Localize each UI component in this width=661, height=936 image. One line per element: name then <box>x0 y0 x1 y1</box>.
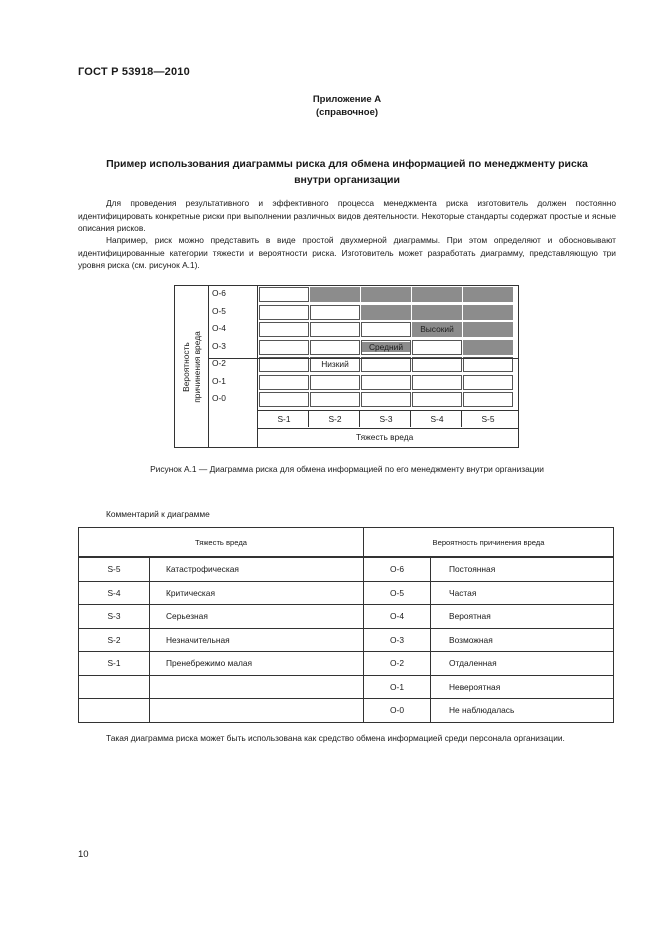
risk-cell <box>310 375 360 390</box>
table-cell-s-name: Критическая <box>150 581 364 605</box>
comment-title: Комментарий к диаграмме <box>106 509 210 519</box>
table-header-row <box>79 528 614 558</box>
table-row <box>79 675 614 699</box>
risk-cell <box>361 375 411 390</box>
row-label: О-3 <box>212 340 226 351</box>
table-cell-o-code: О-6 <box>364 557 431 581</box>
table-cell-s-code: S-5 <box>79 557 150 581</box>
table-cell-s-name: Катастрофическая <box>150 557 364 581</box>
table-cell-s-name: Серьезная <box>150 605 364 629</box>
paragraph-1 <box>78 197 616 235</box>
risk-cell <box>463 375 513 390</box>
risk-cell <box>361 392 411 407</box>
table-cell-o-name: Не наблюдалась <box>431 699 614 723</box>
column-label: S-4 <box>430 414 444 424</box>
table-cell-o-name: Вероятная <box>431 605 614 629</box>
risk-cell <box>412 357 462 372</box>
risk-cell <box>412 305 462 320</box>
row-label: О-0 <box>212 393 226 403</box>
risk-cell <box>310 340 360 355</box>
row-label: О-2 <box>212 358 226 368</box>
risk-cell <box>310 305 360 320</box>
page-number: 10 <box>78 849 89 860</box>
table-cell-o-name: Отдаленная <box>431 652 614 676</box>
risk-level-label: Низкий <box>321 359 349 369</box>
column-label: S-2 <box>328 414 342 424</box>
x-axis-label: Тяжесть вреда <box>356 432 414 442</box>
y-axis-label <box>175 286 208 447</box>
risk-cell <box>259 375 309 390</box>
paragraph-3 <box>78 732 616 745</box>
risk-cell <box>259 305 309 320</box>
table-cell-o-name: Возможная <box>431 628 614 652</box>
y-axis-label-line2: причинения вреда <box>191 330 202 403</box>
table-row <box>79 652 614 676</box>
table-cell-s-name: Пренебрежимо малая <box>150 652 364 676</box>
appendix-note: (справочное) <box>315 107 379 118</box>
risk-cell <box>310 322 360 337</box>
risk-cell <box>259 287 309 302</box>
risk-cell <box>412 287 462 302</box>
table-cell-s-name: Незначительная <box>150 628 364 652</box>
risk-cell <box>463 340 513 355</box>
column-label: S-3 <box>379 414 393 424</box>
risk-cell <box>259 357 309 372</box>
table-cell-o-code: О-0 <box>364 699 431 723</box>
table-row <box>79 581 614 605</box>
risk-cell <box>463 357 513 372</box>
standard-number: ГОСТ Р 53918—2010 <box>78 66 190 78</box>
table-cell-o-code: О-2 <box>364 652 431 676</box>
risk-level-label: Средний <box>362 342 410 352</box>
header-severity: Тяжесть вреда <box>79 528 364 558</box>
risk-cell <box>361 340 411 355</box>
row-label: О-1 <box>212 375 226 386</box>
column-label: S-5 <box>481 414 495 424</box>
table-cell-o-name: Частая <box>431 581 614 605</box>
table-cell-o-code: О-1 <box>364 675 431 699</box>
table-row <box>79 699 614 723</box>
table-row <box>79 605 614 629</box>
risk-grid <box>258 286 518 407</box>
risk-cell <box>412 392 462 407</box>
table-cell-s-name <box>150 699 364 723</box>
row-label: О-4 <box>212 323 226 333</box>
table-cell-s-code <box>79 675 150 699</box>
section-title <box>78 156 616 188</box>
risk-cell <box>361 305 411 320</box>
row-label: О-6 <box>212 288 226 298</box>
paragraph-1-text: Для проведения результативного и эффективного процесса менеджмента риска изготовитель должен постоянно идентифицировать конкретные риски при выполнении различных видов деятельности. Некоторые стандарты содержат простые и ясные описания рисков. <box>78 198 616 233</box>
table-cell-o-code: О-4 <box>364 605 431 629</box>
table-cell-s-code: S-4 <box>79 581 150 605</box>
table-row <box>79 557 614 581</box>
section-title-line1: Пример использования диаграммы риска для обмена информацией по менеджменту риска <box>106 158 588 170</box>
risk-cell <box>463 392 513 407</box>
table-cell-s-code: S-1 <box>79 652 150 676</box>
paragraph-2 <box>78 234 616 272</box>
risk-cell <box>463 305 513 320</box>
paragraph-2-text: Например, риск можно представить в виде простой двухмерной диаграммы. При этом определяют и обосновывают идентифицированные категории тяжести и вероятности риска. Изготовитель может разработать диаграмму, представляющую три уровня риска (см. рисунок А.1). <box>78 235 616 270</box>
table-cell-o-name: Постоянная <box>431 557 614 581</box>
risk-level-label: Высокий <box>420 324 454 334</box>
table-cell-o-code: О-5 <box>364 581 431 605</box>
risk-cell <box>361 322 411 337</box>
figure-caption: Рисунок А.1 — Диаграмма риска для обмена информацией по его менеджменту внутри организации <box>150 464 544 474</box>
table-cell-s-code: S-2 <box>79 628 150 652</box>
paragraph-3-text: Такая диаграмма риска может быть использована как средство обмена информацией среди персонала организации. <box>106 733 565 743</box>
column-label: S-1 <box>277 414 291 424</box>
risk-cell <box>310 287 360 302</box>
risk-cell <box>463 287 513 302</box>
table-cell-s-name <box>150 675 364 699</box>
risk-cell <box>361 287 411 302</box>
risk-cell <box>412 340 462 355</box>
table-cell-s-code: S-3 <box>79 605 150 629</box>
risk-cell <box>259 340 309 355</box>
section-title-line2: внутри организации <box>294 174 400 186</box>
risk-cell <box>310 357 360 372</box>
risk-cell <box>259 392 309 407</box>
header-probability: Вероятность причинения вреда <box>364 528 614 558</box>
risk-diagram <box>174 285 519 448</box>
risk-cell <box>463 322 513 337</box>
risk-cell <box>259 322 309 337</box>
table-cell-o-name: Невероятная <box>431 675 614 699</box>
risk-cell <box>310 392 360 407</box>
appendix-label: Приложение А <box>312 94 382 105</box>
y-axis-label-line1: Вероятность <box>180 341 191 392</box>
risk-cell <box>412 375 462 390</box>
table-cell-o-code: О-3 <box>364 628 431 652</box>
row-label: О-5 <box>212 305 226 316</box>
risk-cell <box>412 322 462 337</box>
table-cell-s-code <box>79 699 150 723</box>
risk-cell <box>361 357 411 372</box>
legend-table <box>78 527 614 723</box>
table-row <box>79 628 614 652</box>
